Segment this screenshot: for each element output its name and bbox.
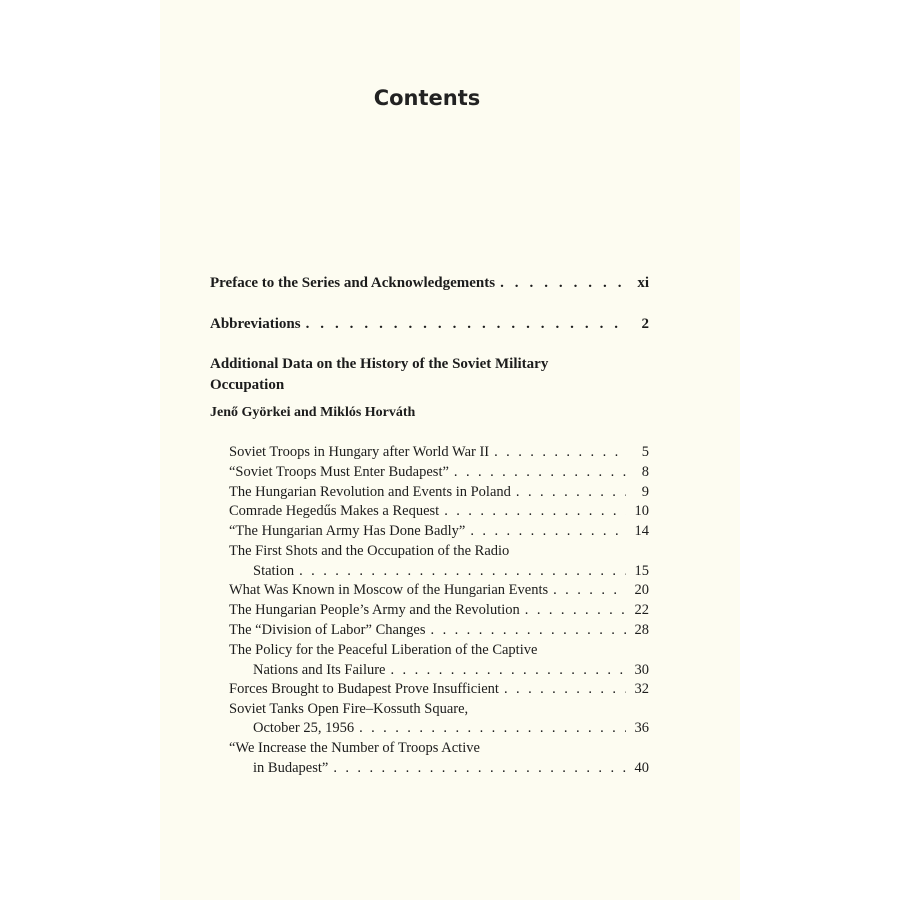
dot-leader <box>454 464 626 481</box>
toc-page-number: 36 <box>634 720 649 736</box>
toc-entry[interactable] <box>253 760 649 777</box>
toc-entry[interactable] <box>229 444 649 461</box>
toc-entry-label-continued: in Budapest” <box>253 760 329 776</box>
book-page <box>160 0 740 900</box>
toc-page-number: 28 <box>634 622 649 638</box>
toc-page-number: 10 <box>634 503 649 519</box>
toc-entry-label-continued: Station <box>253 563 295 579</box>
dot-leader <box>553 582 626 599</box>
toc-entry-label: “The Hungarian Army Has Done Badly” <box>229 523 466 539</box>
toc-page-number: 32 <box>634 681 649 697</box>
page-title: Contents <box>373 86 481 110</box>
toc-page-number: 9 <box>641 484 649 500</box>
dot-leader <box>504 681 626 698</box>
toc-entry[interactable] <box>253 662 649 679</box>
dot-leader <box>470 523 626 540</box>
toc-entry-label: The Hungarian People’s Army and the Revolution <box>229 602 520 618</box>
toc-page-number: 8 <box>641 464 649 480</box>
dot-leader <box>500 275 626 292</box>
dot-leader <box>444 503 626 520</box>
toc-page-number: 22 <box>634 602 649 618</box>
toc-page-number: 30 <box>634 662 649 678</box>
section-heading: Additional Data on the History of the Soviet Military <box>210 356 549 372</box>
toc-page-number: 20 <box>634 582 649 598</box>
toc-entry-label: What Was Known in Moscow of the Hungarian Events <box>229 582 549 598</box>
dot-leader <box>391 662 627 679</box>
toc-entry[interactable] <box>229 582 649 599</box>
toc-page-number: 2 <box>641 316 649 332</box>
toc-entry[interactable] <box>253 720 649 737</box>
toc-entry-label[interactable]: The Policy for the Peaceful Liberation of the Captive <box>229 642 538 658</box>
toc-entry-label-continued: Nations and Its Failure <box>253 662 386 678</box>
dot-leader <box>333 760 626 777</box>
toc-page-number: 14 <box>634 523 649 539</box>
dot-leader <box>306 316 626 333</box>
toc-entry[interactable] <box>229 464 649 481</box>
toc-page-number: 40 <box>634 760 649 776</box>
toc-page-number: 5 <box>641 444 649 460</box>
toc-entry-label: Soviet Troops in Hungary after World War II <box>229 444 490 460</box>
toc-entry-label[interactable]: “We Increase the Number of Troops Active <box>229 740 480 756</box>
toc-entry-label: The “Division of Labor” Changes <box>229 622 426 638</box>
toc-entry[interactable] <box>229 681 649 698</box>
section-authors: Jenő Györkei and Miklós Horváth <box>210 405 416 420</box>
toc-entry[interactable] <box>253 563 649 580</box>
dot-leader <box>525 602 626 619</box>
toc-front-entry[interactable] <box>210 316 649 333</box>
toc-entry[interactable] <box>229 622 649 639</box>
toc-entry-label[interactable]: The First Shots and the Occupation of the Radio <box>229 543 510 559</box>
toc-front-entry[interactable] <box>210 275 649 292</box>
toc-entry[interactable] <box>229 602 649 619</box>
toc-entry[interactable] <box>229 503 649 520</box>
dot-leader <box>516 484 626 501</box>
toc-entry-label: The Hungarian Revolution and Events in Poland <box>229 484 511 500</box>
toc-entry-label: Comrade Hegedűs Makes a Request <box>229 503 440 519</box>
dot-leader <box>494 444 626 461</box>
toc-entry-label-continued: October 25, 1956 <box>253 720 355 736</box>
toc-entry-label: Forces Brought to Budapest Prove Insufficient <box>229 681 499 697</box>
dot-leader <box>299 563 626 580</box>
section-heading-continued: Occupation <box>210 377 285 393</box>
dot-leader <box>431 622 626 639</box>
toc-entry-label: Preface to the Series and Acknowledgements <box>210 275 496 291</box>
toc-entry[interactable] <box>229 484 649 501</box>
toc-entry-label[interactable]: Soviet Tanks Open Fire–Kossuth Square, <box>229 701 469 717</box>
toc-page-number: 15 <box>634 563 649 579</box>
dot-leader <box>359 720 626 737</box>
toc-page-number: xi <box>637 275 649 291</box>
toc-entry-label: Abbreviations <box>210 316 301 332</box>
toc-entry[interactable] <box>229 523 649 540</box>
toc-entry-label: “Soviet Troops Must Enter Budapest” <box>229 464 449 480</box>
